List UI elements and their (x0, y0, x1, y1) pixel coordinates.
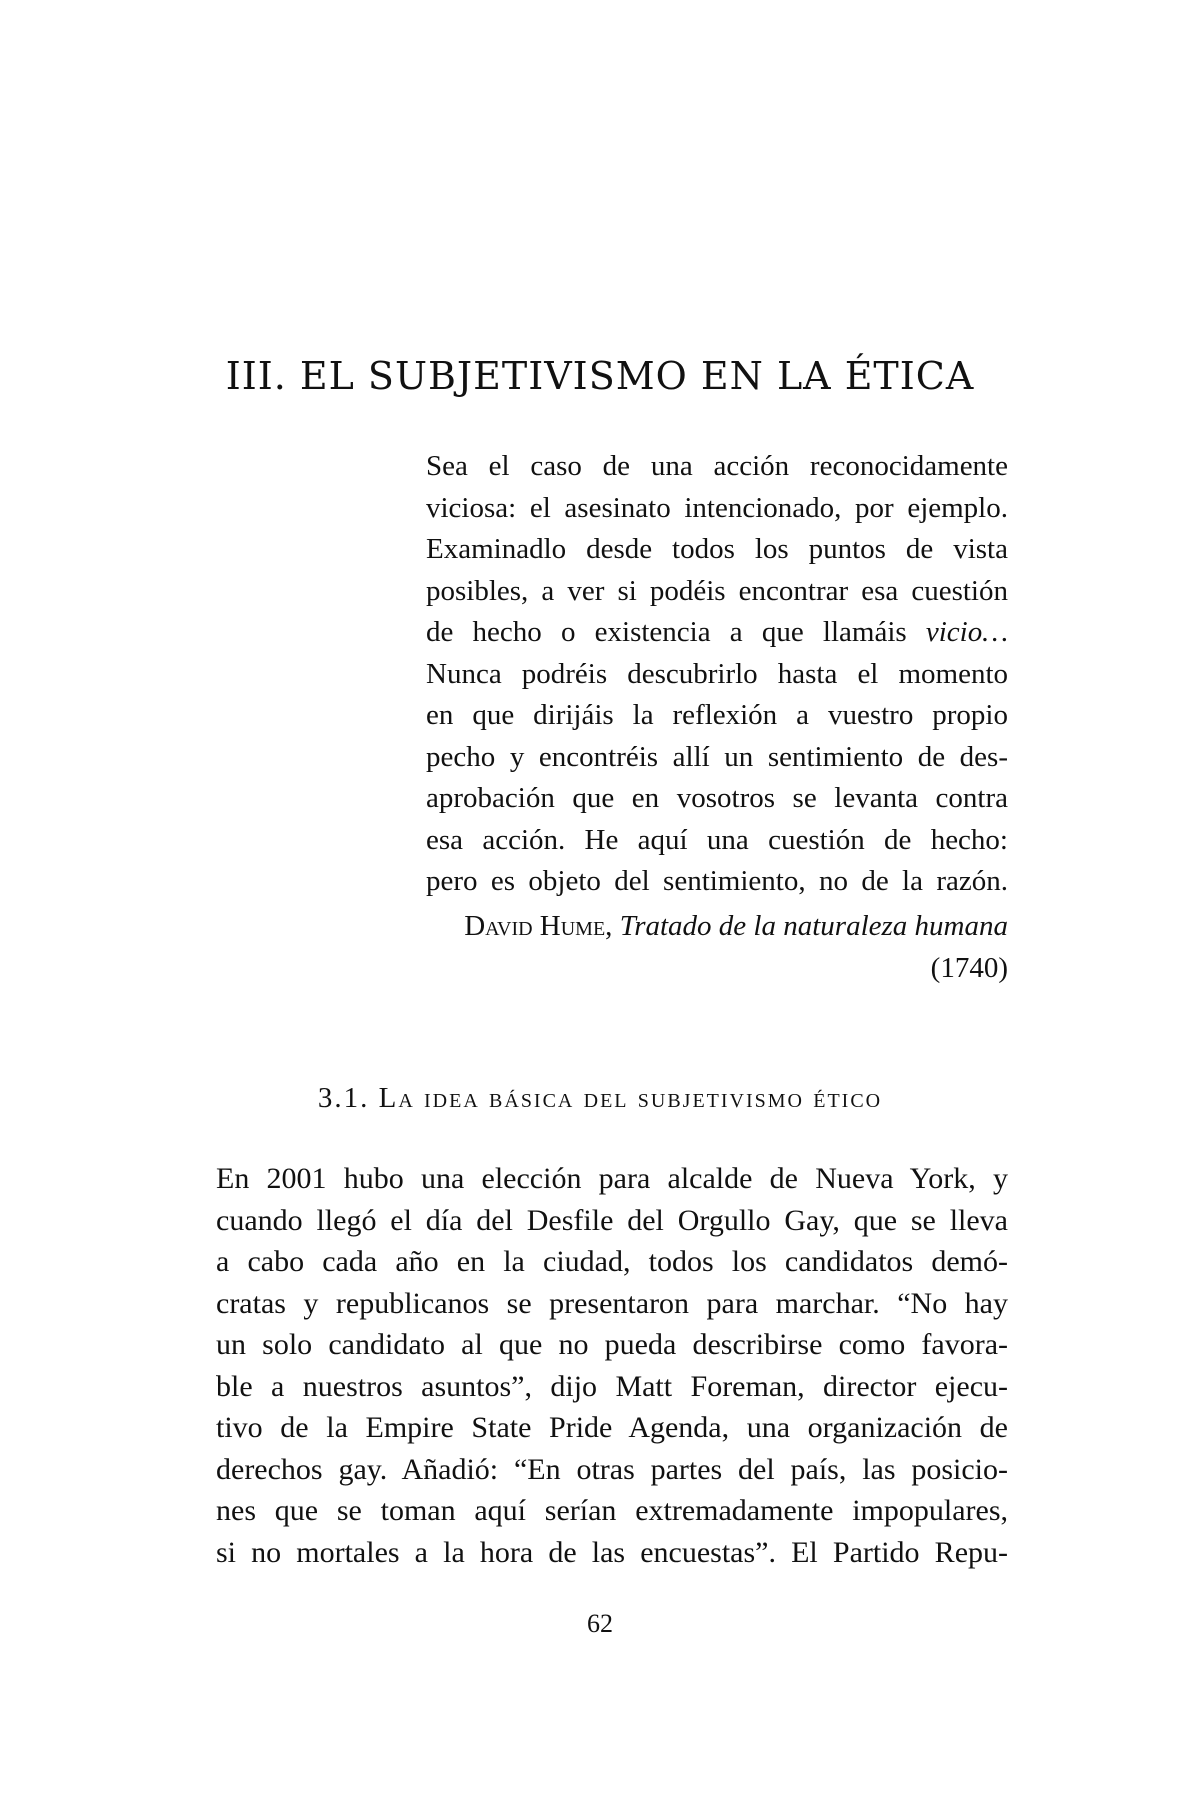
epigraph-line-text: de hecho o existencia a que llamáis (426, 616, 926, 648)
epigraph-line: esa acción. He aquí una cuestión de hecho: (426, 823, 1008, 856)
epigraph (426, 446, 1008, 903)
epigraph-line: pecho y encontréis allí un sentimiento de des- (426, 740, 1008, 773)
body-line: cuando llegó el día del Desfile del Orgullo Gay, que se lleva (216, 1203, 1008, 1237)
body-line: nes que se toman aquí serían extremadamente impopulares, (216, 1494, 1008, 1527)
epigraph-line (426, 612, 1008, 654)
epigraph-line: Nunca podréis descubrirlo hasta el momento (426, 657, 1008, 690)
attribution-author: David Hume, (464, 910, 613, 942)
body-line: si no mortales a la hora de las encuestas”. El Partido Repu- (216, 1535, 1008, 1569)
epigraph-line: viciosa: el asesinato intencionado, por ejemplo. (426, 491, 1008, 524)
body-line: cratas y republicanos se presentaron para marchar. “No hay (216, 1286, 1008, 1320)
epigraph-line: Examinadlo desde todos los puntos de vista (426, 533, 1008, 565)
epigraph-line: en que dirijáis la reflexión a vuestro propio (426, 699, 1008, 731)
epigraph-emphasis: vicio… (925, 616, 1008, 648)
body-line: un solo candidato al que no pueda describirse como favora- (216, 1328, 1008, 1361)
page-number: 62 (587, 1609, 613, 1638)
epigraph-line: pero es objeto del sentimiento, no de la razón. (426, 865, 1008, 897)
chapter-title: III. EL SUBJETIVISMO EN LA ÉTICA (225, 354, 975, 398)
epigraph-line: posibles, a ver si podéis encontrar esa cuestión (426, 574, 1008, 607)
section-heading: 3.1. La idea básica del subjetivismo ético (317, 1082, 883, 1114)
attribution-work: Tratado de la naturaleza humana (619, 910, 1008, 942)
attribution-year: (1740) (930, 951, 1008, 984)
body-line: tivo de la Empire State Pride Agenda, una organización de (216, 1411, 1008, 1444)
body-line: En 2001 hubo una elección para alcalde de Nueva York, y (216, 1162, 1008, 1195)
body-paragraph (216, 1158, 1008, 1573)
body-line: derechos gay. Añadió: “En otras partes del país, las posicio- (216, 1452, 1008, 1486)
body-line: a cabo cada año en la ciudad, todos los candidatos demó- (216, 1245, 1008, 1278)
attribution-source (426, 906, 1008, 948)
body-line: ble a nuestros asuntos”, dijo Matt Foreman, director ejecu- (216, 1369, 1008, 1403)
epigraph-line: Sea el caso de una acción reconocidamente (426, 450, 1008, 482)
epigraph-line: aprobación que en vosotros se levanta contra (426, 782, 1008, 814)
epigraph-attribution (426, 906, 1008, 989)
